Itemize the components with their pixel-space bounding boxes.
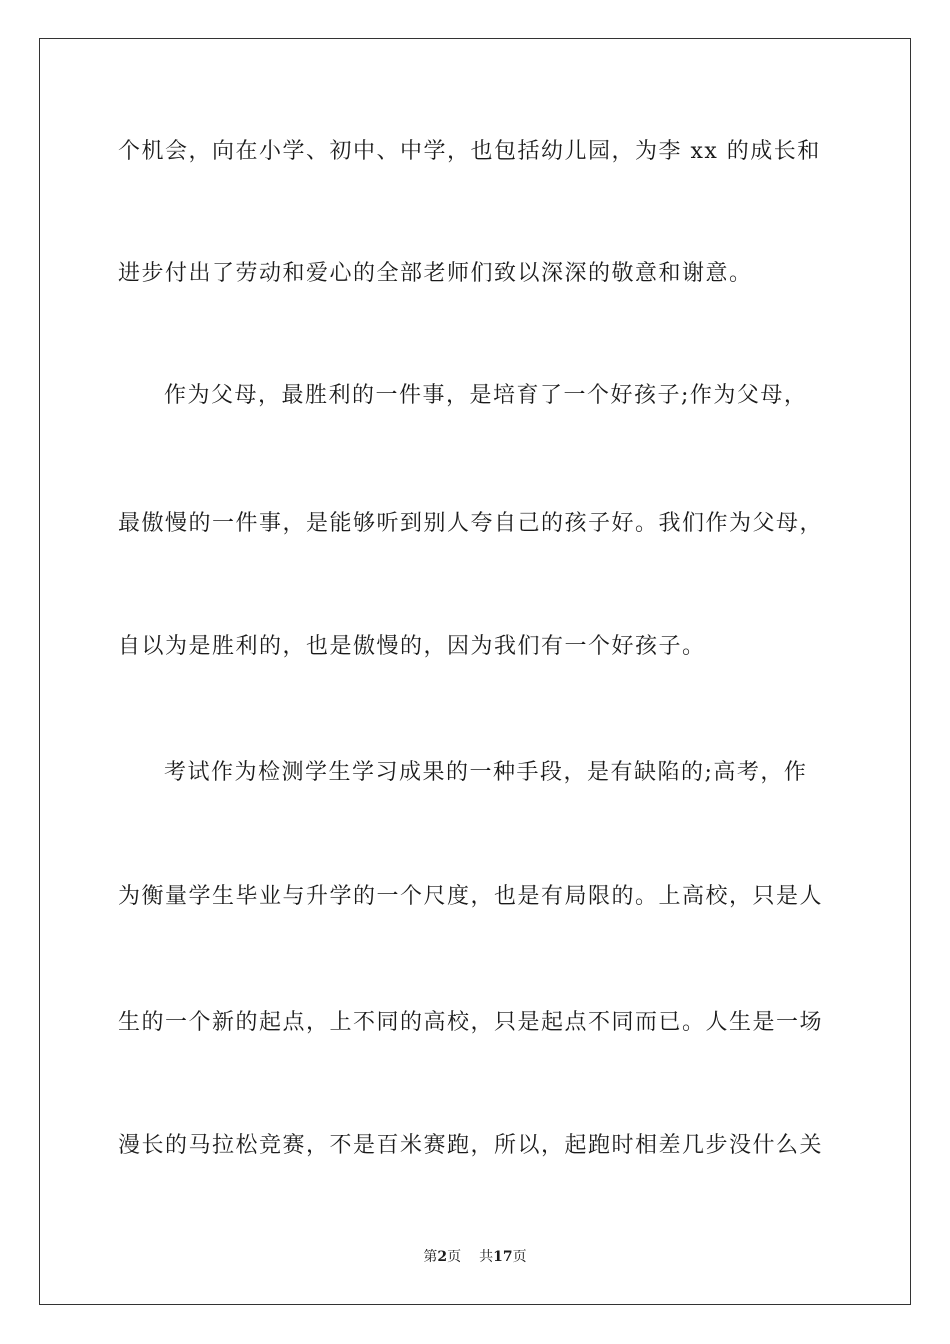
body-line-2: 进步付出了劳动和爱心的全部老师们致以深深的敬意和谢意。 — [118, 261, 753, 286]
page-border — [39, 38, 911, 1305]
body-line-1: 个机会，向在小学、初中、中学，也包括幼儿园，为李 xx 的成长和 — [118, 139, 821, 164]
body-line-3: 作为父母，最胜利的一件事，是培育了一个好孩子;作为父母， — [164, 383, 808, 408]
body-line-5: 自以为是胜利的，也是傲慢的，因为我们有一个好孩子。 — [118, 634, 706, 659]
body-line-6: 考试作为检测学生学习成果的一种手段，是有缺陷的;高考，作 — [164, 760, 808, 785]
total-pages-indicator: 共17页 — [479, 1249, 527, 1265]
body-line-9: 漫长的马拉松竞赛，不是百米赛跑，所以，起跑时相差几步没什么关 — [118, 1133, 824, 1158]
body-line-4: 最傲慢的一件事，是能够听到别人夸自己的孩子好。我们作为父母， — [118, 511, 824, 536]
body-line-7: 为衡量学生毕业与升学的一个尺度，也是有局限的。上高校，只是人 — [118, 884, 824, 909]
page-footer — [0, 1248, 950, 1266]
current-page-indicator: 第2页 — [423, 1249, 462, 1265]
body-line-8: 生的一个新的起点，上不同的高校，只是起点不同而已。人生是一场 — [118, 1010, 824, 1035]
